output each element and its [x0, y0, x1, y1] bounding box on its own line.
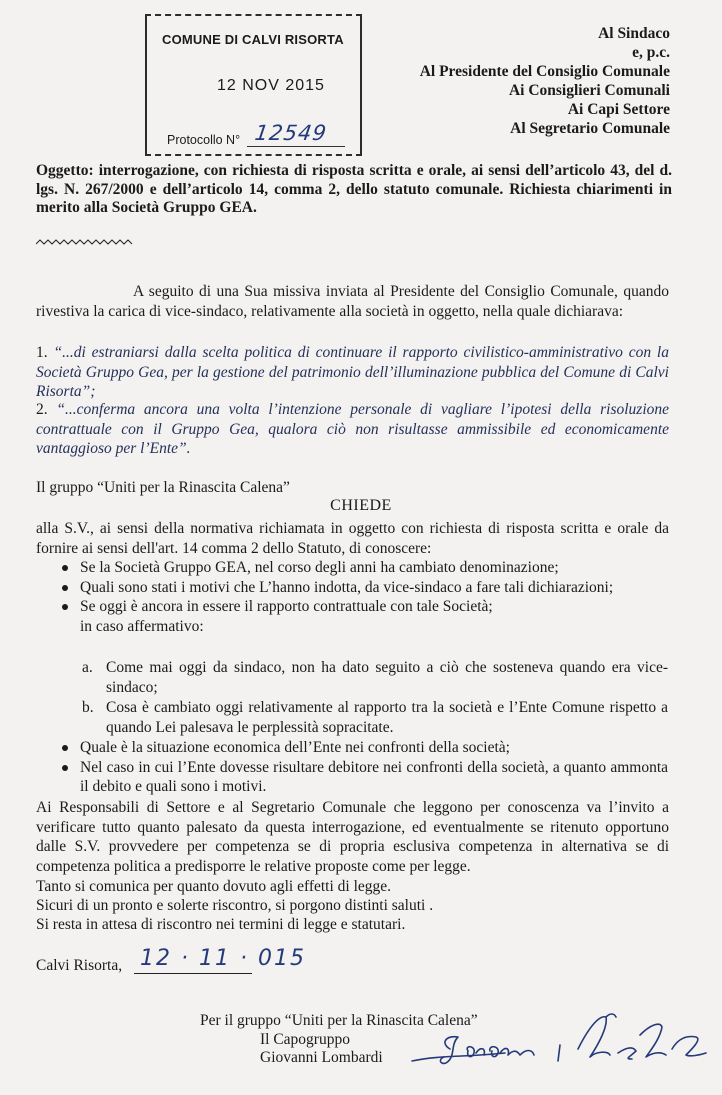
sub-item-text: Cosa è cambiato oggi relativamente al rapporto tra la società e l’Ente Comune rispetto a quando Lei palesava le perplessità sopracitate. — [106, 699, 668, 736]
separator-squiggle — [36, 237, 136, 247]
closing-line: Tanto si comunica per quanto dovuto agli effetti di legge. — [36, 878, 392, 895]
list-item-text: Se oggi è ancora in essere il rapporto contrattuale con tale Società; — [80, 598, 493, 615]
closing-line: Si resta in attesa di riscontro nei termini di legge e statutari. — [36, 916, 406, 933]
list-item-text: Nel caso in cui l’Ente dovesse risultare debitore nei confronti della società, a quanto ammonta il debito e quali sono i motivi. — [80, 758, 668, 795]
sub-item-a — [82, 658, 668, 697]
list-item — [56, 558, 668, 578]
stamp-office: COMUNE DI CALVI RISORTA — [162, 32, 344, 47]
list-item-text: Quale è la situazione economica dell’Ente nei confronti della società; — [80, 739, 510, 756]
quote-2 — [36, 400, 669, 459]
recipient: Al Segretario Comunale — [510, 120, 670, 137]
signature-line: Per il gruppo “Uniti per la Rinascita Calena” — [200, 1012, 478, 1029]
quote-number: 1. — [36, 344, 48, 361]
stamp-protocol-label: Protocollo N° — [167, 133, 241, 147]
sub-item-label: b. — [82, 699, 94, 716]
date-underline — [134, 973, 252, 974]
stamp-protocol-line — [247, 146, 345, 147]
recipient: Ai Consiglieri Comunali — [508, 82, 670, 99]
quote-number: 2. — [36, 401, 48, 418]
quote-text: “...conferma ancora una volta l’intenzione personale di vagliare l’ipotesi della risoluzione contrattuale con il Gruppo Gea, qualora ciò non risultasse ammissibile ed economicamente vantaggioso per l’Ente”. — [36, 401, 670, 457]
request-list-top — [56, 558, 668, 636]
stamp-protocol-number: 12549 — [253, 121, 329, 145]
protocol-stamp — [145, 14, 362, 156]
list-item — [56, 758, 668, 797]
signature-line: Giovanni Lombardi — [260, 1049, 383, 1066]
bullet-icon — [62, 565, 68, 571]
group-line: Il gruppo “Uniti per la Rinascita Calena” — [36, 479, 290, 496]
recipients-block — [420, 24, 670, 138]
closing-paragraph: Ai Responsabili di Settore e al Segretario Comunale che leggono per conoscenza va l’invito a verificare tutto quanto palesato da questa interrogazione, ed eventualmente se ritenuto opportuno dalle S.V. provvedere per competenza se di propria esclusiva competenza in alternativa se di competenza politica a predisporre le relative proposte come per legge. — [36, 799, 669, 875]
recipient: Al Sindaco — [598, 25, 670, 42]
request-list-bottom — [56, 738, 668, 797]
bullet-icon — [62, 604, 68, 610]
list-item — [56, 578, 668, 598]
stamp-date: 12 NOV 2015 — [217, 77, 325, 94]
signature-line: Il Capogruppo — [260, 1030, 350, 1048]
subject-paragraph: Oggetto: interrogazione, con richiesta di risposta scritta e orale, ai sensi dell’articolo 43, del d. lgs. N. 267/2000 e dell’articolo 14, comma 2, dello statuto comunale. Richiesta chiarimenti in merito alla Società Gruppo GEA. — [36, 162, 672, 216]
recipient: Al Presidente del Consiglio Comunale — [419, 63, 670, 80]
place-label: Calvi Risorta, — [36, 957, 123, 974]
handwritten-date: 12 · 11 · 015 — [140, 946, 306, 971]
request-intro: alla S.V., ai sensi della normativa richiamata in oggetto con richiesta di risposta scritta e orale da fornire ai sensi dell'art. 14 comma 2 dello Statuto, di conoscere: — [36, 520, 669, 557]
list-item-text: Se la Società Gruppo GEA, nel corso degli anni ha cambiato denominazione; — [80, 559, 559, 576]
bullet-icon — [62, 585, 68, 591]
list-item — [56, 738, 668, 758]
bullet-icon — [62, 765, 68, 771]
sub-item-b — [82, 698, 668, 737]
quote-1 — [36, 343, 669, 402]
sub-item-label: a. — [82, 659, 93, 676]
chiede-heading: CHIEDE — [330, 497, 392, 514]
bullet-icon — [62, 745, 68, 751]
recipient: e, p.c. — [632, 44, 670, 61]
handwritten-signature — [410, 1005, 710, 1075]
list-item-text: Quali sono stati i motivi che L’hanno indotta, da vice-sindaco a fare tali dichiarazioni; — [80, 578, 614, 596]
intro-paragraph: A seguito di una Sua missiva inviata al Presidente del Consiglio Comunale, quando rivestiva la carica di vice-sindaco, relativamente alla società in oggetto, nella quale dichiarava: — [36, 283, 669, 320]
recipient: Ai Capi Settore — [567, 101, 670, 118]
quote-text: “...di estraniarsi dalla scelta politica di continuare il rapporto civilistico-amministrativo con la Società Gruppo Gea, per la gestione del patrimonio dell’illuminazione pubblica del Comune di Calvi Risorta”; — [36, 344, 669, 400]
list-item — [56, 597, 668, 636]
closing-line: Sicuri di un pronto e solerte riscontro, si porgono distinti saluti . — [36, 897, 434, 914]
sub-item-text: Come mai oggi da sindaco, non ha dato seguito a ciò che sosteneva quando era vice-sindaco; — [106, 659, 668, 696]
affirmative-label: in caso affermativo: — [80, 617, 204, 635]
